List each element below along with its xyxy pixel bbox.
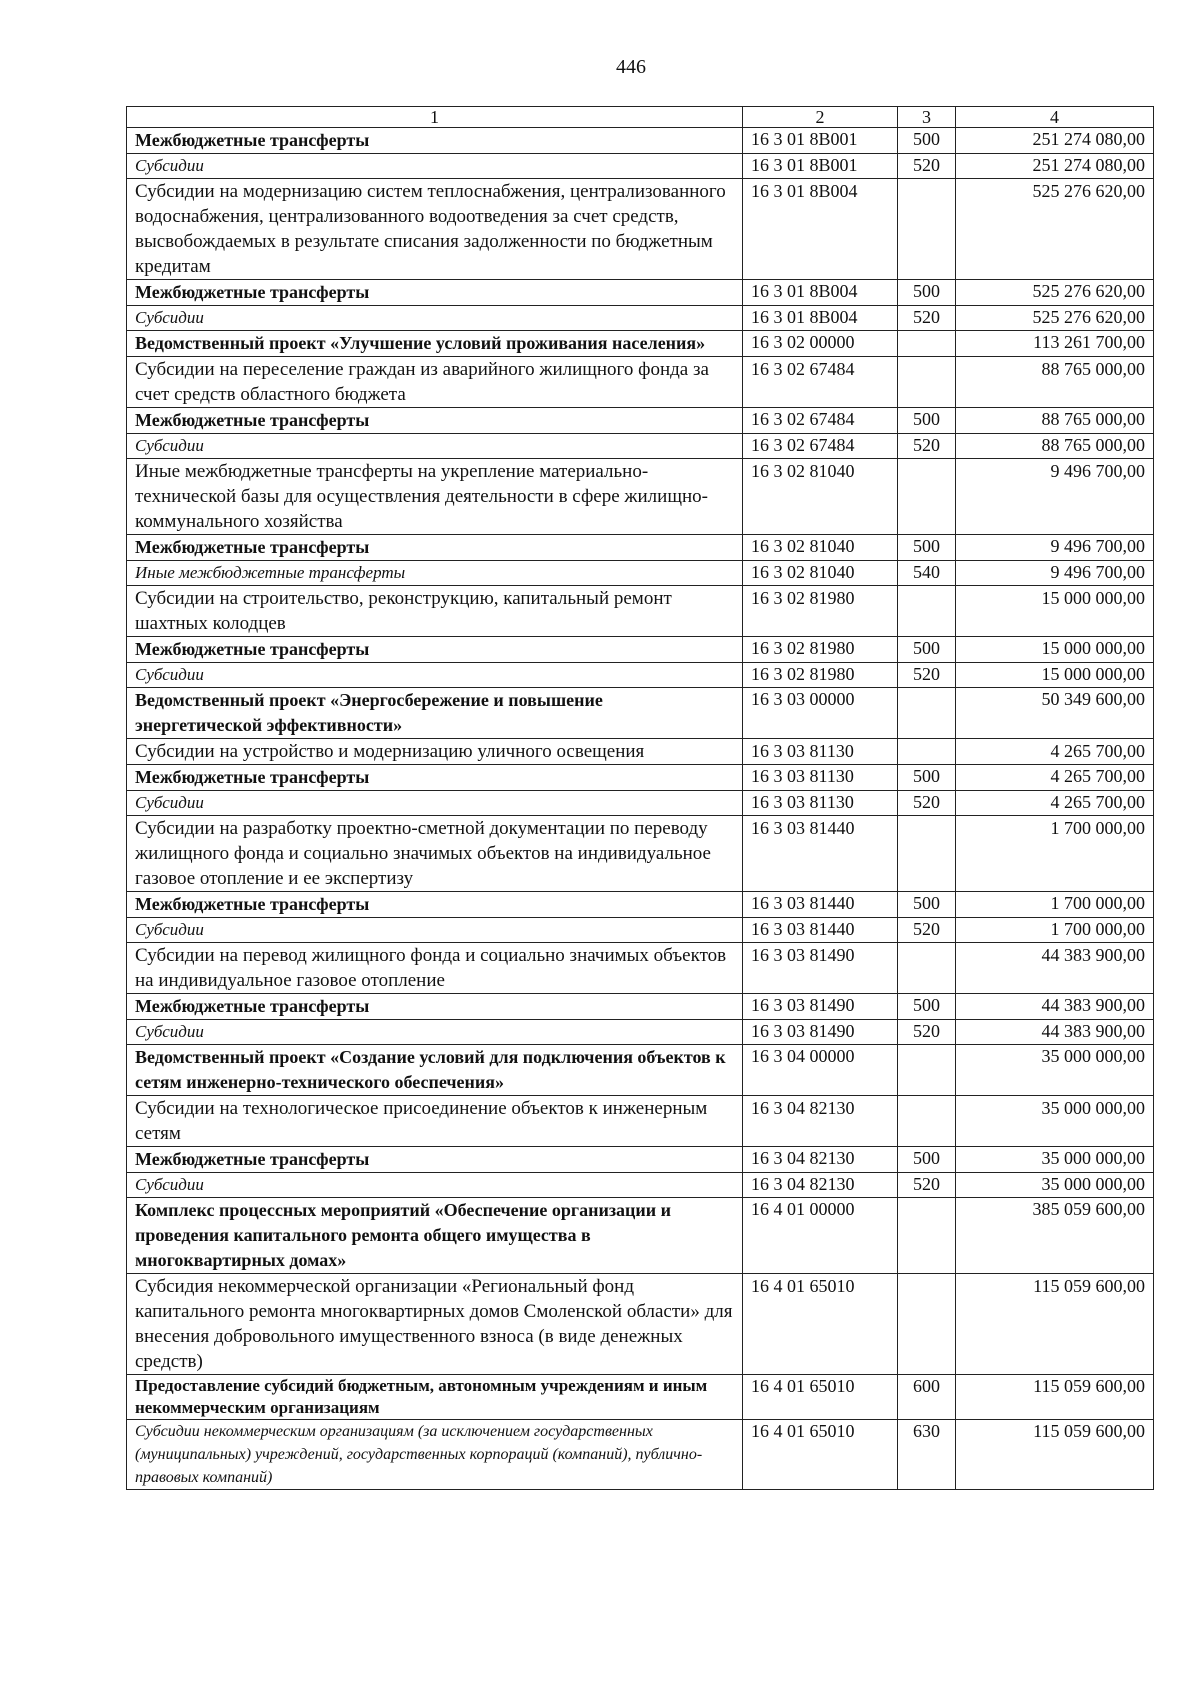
row-code-cell: 16 4 01 65010 — [743, 1420, 898, 1490]
row-kvr-cell: 520 — [898, 663, 956, 688]
row-amount-cell: 9 496 700,00 — [956, 535, 1154, 561]
table-row — [127, 765, 1154, 791]
row-name-cell: Ведомственный проект «Создание условий для подключения объектов к сетям инженерно-технического обеспечения» — [127, 1045, 743, 1096]
row-name-cell: Межбюджетные трансферты — [127, 1147, 743, 1173]
table-row — [127, 791, 1154, 816]
row-code-cell: 16 3 03 00000 — [743, 688, 898, 739]
row-kvr-cell: 600 — [898, 1375, 956, 1420]
row-name-cell: Иные межбюджетные трансферты — [127, 561, 743, 586]
table-row — [127, 994, 1154, 1020]
row-amount-cell: 1 700 000,00 — [956, 892, 1154, 918]
table-row — [127, 179, 1154, 280]
table-row — [127, 1420, 1154, 1490]
row-kvr-cell — [898, 688, 956, 739]
row-kvr-cell: 500 — [898, 1147, 956, 1173]
row-code-cell: 16 4 01 00000 — [743, 1198, 898, 1274]
table-row — [127, 408, 1154, 434]
header-col-3: 3 — [898, 107, 956, 128]
row-name-cell: Комплекс процессных мероприятий «Обеспечение организации и проведения капитального ремонта общего имущества в многоквартирных домах» — [127, 1198, 743, 1274]
row-name-cell: Субсидии на строительство, реконструкцию, капитальный ремонт шахтных колодцев — [127, 586, 743, 637]
row-name-cell: Ведомственный проект «Улучшение условий проживания населения» — [127, 331, 743, 357]
row-amount-cell: 9 496 700,00 — [956, 459, 1154, 535]
row-kvr-cell — [898, 1096, 956, 1147]
row-amount-cell: 251 274 080,00 — [956, 128, 1154, 154]
row-name-cell: Межбюджетные трансферты — [127, 280, 743, 306]
table-row — [127, 154, 1154, 179]
row-name-cell: Субсидии на устройство и модернизацию уличного освещения — [127, 739, 743, 765]
row-amount-cell: 35 000 000,00 — [956, 1045, 1154, 1096]
row-name-cell: Субсидии — [127, 918, 743, 943]
table-row — [127, 280, 1154, 306]
row-kvr-cell: 500 — [898, 128, 956, 154]
row-name-cell: Межбюджетные трансферты — [127, 535, 743, 561]
table-row — [127, 561, 1154, 586]
row-name-cell: Межбюджетные трансферты — [127, 994, 743, 1020]
row-amount-cell: 44 383 900,00 — [956, 994, 1154, 1020]
table-row — [127, 892, 1154, 918]
row-amount-cell: 9 496 700,00 — [956, 561, 1154, 586]
row-amount-cell: 15 000 000,00 — [956, 586, 1154, 637]
row-amount-cell: 115 059 600,00 — [956, 1420, 1154, 1490]
row-code-cell: 16 3 02 81040 — [743, 459, 898, 535]
table-row — [127, 739, 1154, 765]
row-code-cell: 16 3 03 81490 — [743, 1020, 898, 1045]
row-name-cell: Субсидии — [127, 1173, 743, 1198]
row-kvr-cell: 540 — [898, 561, 956, 586]
row-kvr-cell — [898, 1045, 956, 1096]
row-code-cell: 16 3 01 8В001 — [743, 154, 898, 179]
table-row — [127, 1045, 1154, 1096]
row-name-cell: Межбюджетные трансферты — [127, 637, 743, 663]
row-name-cell: Субсидии — [127, 434, 743, 459]
table-row — [127, 331, 1154, 357]
row-amount-cell: 50 349 600,00 — [956, 688, 1154, 739]
row-kvr-cell: 630 — [898, 1420, 956, 1490]
row-amount-cell: 88 765 000,00 — [956, 434, 1154, 459]
row-code-cell: 16 3 03 81490 — [743, 943, 898, 994]
row-amount-cell: 525 276 620,00 — [956, 179, 1154, 280]
row-name-cell: Субсидии на разработку проектно-сметной документации по переводу жилищного фонда и социально значимых объектов на индивидуальное газовое отопление и ее экспертизу — [127, 816, 743, 892]
row-amount-cell: 15 000 000,00 — [956, 637, 1154, 663]
row-code-cell: 16 3 02 81980 — [743, 637, 898, 663]
row-name-cell: Межбюджетные трансферты — [127, 408, 743, 434]
row-kvr-cell: 500 — [898, 765, 956, 791]
row-amount-cell: 525 276 620,00 — [956, 280, 1154, 306]
page-number: 446 — [616, 56, 646, 78]
row-kvr-cell: 500 — [898, 637, 956, 663]
row-code-cell: 16 3 03 81490 — [743, 994, 898, 1020]
table-row — [127, 357, 1154, 408]
row-name-cell: Субсидии — [127, 1020, 743, 1045]
row-amount-cell: 35 000 000,00 — [956, 1096, 1154, 1147]
table-row — [127, 688, 1154, 739]
row-code-cell: 16 3 04 00000 — [743, 1045, 898, 1096]
row-amount-cell: 44 383 900,00 — [956, 1020, 1154, 1045]
row-kvr-cell: 520 — [898, 791, 956, 816]
row-name-cell: Субсидии на технологическое присоединение объектов к инженерным сетям — [127, 1096, 743, 1147]
table-row — [127, 1147, 1154, 1173]
row-name-cell: Субсидии на переселение граждан из аварийного жилищного фонда за счет средств областного бюджета — [127, 357, 743, 408]
row-name-cell: Межбюджетные трансферты — [127, 128, 743, 154]
row-code-cell: 16 3 02 67484 — [743, 434, 898, 459]
row-kvr-cell: 500 — [898, 535, 956, 561]
row-kvr-cell — [898, 586, 956, 637]
header-col-4: 4 — [956, 107, 1154, 128]
row-amount-cell: 525 276 620,00 — [956, 306, 1154, 331]
row-code-cell: 16 3 02 81980 — [743, 586, 898, 637]
row-name-cell: Субсидии — [127, 791, 743, 816]
row-kvr-cell: 500 — [898, 994, 956, 1020]
row-code-cell: 16 4 01 65010 — [743, 1375, 898, 1420]
row-kvr-cell: 520 — [898, 154, 956, 179]
row-name-cell: Субсидии — [127, 663, 743, 688]
row-kvr-cell — [898, 943, 956, 994]
row-code-cell: 16 3 02 00000 — [743, 331, 898, 357]
table-row — [127, 434, 1154, 459]
row-amount-cell: 35 000 000,00 — [956, 1147, 1154, 1173]
table-row — [127, 535, 1154, 561]
table-row — [127, 918, 1154, 943]
row-code-cell: 16 3 04 82130 — [743, 1147, 898, 1173]
row-name-cell: Субсидии на модернизацию систем теплоснабжения, централизованного водоснабжения, централизованного водоотведения за счет средств, высвобождаемых в результате списания задолженности по бюджетным кредитам — [127, 179, 743, 280]
row-kvr-cell: 500 — [898, 892, 956, 918]
row-kvr-cell — [898, 739, 956, 765]
table-row — [127, 1375, 1154, 1420]
table-row — [127, 459, 1154, 535]
table-row — [127, 306, 1154, 331]
header-col-1: 1 — [127, 107, 743, 128]
row-code-cell: 16 3 03 81440 — [743, 918, 898, 943]
row-amount-cell: 44 383 900,00 — [956, 943, 1154, 994]
row-code-cell: 16 3 04 82130 — [743, 1173, 898, 1198]
row-code-cell: 16 3 02 81040 — [743, 535, 898, 561]
row-name-cell: Субсидии некоммерческим организациям (за исключением государственных (муниципальных) учреждений, государственных корпораций (компаний), публично-правовых компаний) — [127, 1420, 743, 1490]
row-amount-cell: 15 000 000,00 — [956, 663, 1154, 688]
table-row — [127, 586, 1154, 637]
budget-table-body — [127, 107, 1154, 1490]
header-col-2: 2 — [743, 107, 898, 128]
table-row — [127, 1274, 1154, 1375]
row-code-cell: 16 3 03 81130 — [743, 739, 898, 765]
row-code-cell: 16 3 02 81980 — [743, 663, 898, 688]
row-kvr-cell — [898, 1274, 956, 1375]
row-amount-cell: 4 265 700,00 — [956, 739, 1154, 765]
row-name-cell: Межбюджетные трансферты — [127, 892, 743, 918]
row-code-cell: 16 3 02 67484 — [743, 357, 898, 408]
row-amount-cell: 1 700 000,00 — [956, 918, 1154, 943]
row-code-cell: 16 3 01 8В004 — [743, 179, 898, 280]
row-code-cell: 16 3 01 8В001 — [743, 128, 898, 154]
row-kvr-cell: 520 — [898, 306, 956, 331]
row-kvr-cell: 500 — [898, 408, 956, 434]
row-code-cell: 16 3 03 81130 — [743, 791, 898, 816]
table-header-row — [127, 107, 1154, 128]
row-name-cell: Предоставление субсидий бюджетным, автономным учреждениям и иным некоммерческим организациям — [127, 1375, 743, 1420]
row-name-cell: Субсидии — [127, 306, 743, 331]
row-amount-cell: 88 765 000,00 — [956, 408, 1154, 434]
row-kvr-cell: 520 — [898, 1173, 956, 1198]
row-code-cell: 16 3 01 8В004 — [743, 306, 898, 331]
row-code-cell: 16 3 03 81440 — [743, 892, 898, 918]
row-kvr-cell: 520 — [898, 434, 956, 459]
row-code-cell: 16 3 02 67484 — [743, 408, 898, 434]
row-kvr-cell — [898, 1198, 956, 1274]
row-kvr-cell — [898, 331, 956, 357]
row-amount-cell: 1 700 000,00 — [956, 816, 1154, 892]
table-row — [127, 1173, 1154, 1198]
row-amount-cell: 4 265 700,00 — [956, 765, 1154, 791]
table-row — [127, 128, 1154, 154]
row-amount-cell: 88 765 000,00 — [956, 357, 1154, 408]
table-row — [127, 1096, 1154, 1147]
row-code-cell: 16 3 03 81440 — [743, 816, 898, 892]
row-kvr-cell: 500 — [898, 280, 956, 306]
table-row — [127, 637, 1154, 663]
row-name-cell: Ведомственный проект «Энергосбережение и повышение энергетической эффективности» — [127, 688, 743, 739]
row-amount-cell: 251 274 080,00 — [956, 154, 1154, 179]
row-amount-cell: 115 059 600,00 — [956, 1375, 1154, 1420]
budget-table — [126, 106, 1154, 1490]
table-row — [127, 816, 1154, 892]
row-code-cell: 16 3 01 8В004 — [743, 280, 898, 306]
row-kvr-cell — [898, 816, 956, 892]
row-code-cell: 16 3 02 81040 — [743, 561, 898, 586]
row-code-cell: 16 3 03 81130 — [743, 765, 898, 791]
row-name-cell: Субсидии на перевод жилищного фонда и социально значимых объектов на индивидуальное газовое отопление — [127, 943, 743, 994]
row-kvr-cell — [898, 459, 956, 535]
table-row — [127, 1198, 1154, 1274]
row-name-cell: Иные межбюджетные трансферты на укрепление материально-технической базы для осуществления деятельности в сфере жилищно-коммунального хозяйства — [127, 459, 743, 535]
table-row — [127, 1020, 1154, 1045]
row-kvr-cell: 520 — [898, 1020, 956, 1045]
row-amount-cell: 115 059 600,00 — [956, 1274, 1154, 1375]
row-code-cell: 16 3 04 82130 — [743, 1096, 898, 1147]
row-amount-cell: 385 059 600,00 — [956, 1198, 1154, 1274]
table-row — [127, 943, 1154, 994]
row-kvr-cell — [898, 357, 956, 408]
table-row — [127, 663, 1154, 688]
row-name-cell: Межбюджетные трансферты — [127, 765, 743, 791]
row-amount-cell: 113 261 700,00 — [956, 331, 1154, 357]
row-code-cell: 16 4 01 65010 — [743, 1274, 898, 1375]
row-amount-cell: 4 265 700,00 — [956, 791, 1154, 816]
row-kvr-cell: 520 — [898, 918, 956, 943]
row-name-cell: Субсидии — [127, 154, 743, 179]
row-name-cell: Субсидия некоммерческой организации «Региональный фонд капитального ремонта многоквартирных домов Смоленской области» для внесения добровольного имущественного взноса (в виде денежных средств) — [127, 1274, 743, 1375]
row-amount-cell: 35 000 000,00 — [956, 1173, 1154, 1198]
row-kvr-cell — [898, 179, 956, 280]
